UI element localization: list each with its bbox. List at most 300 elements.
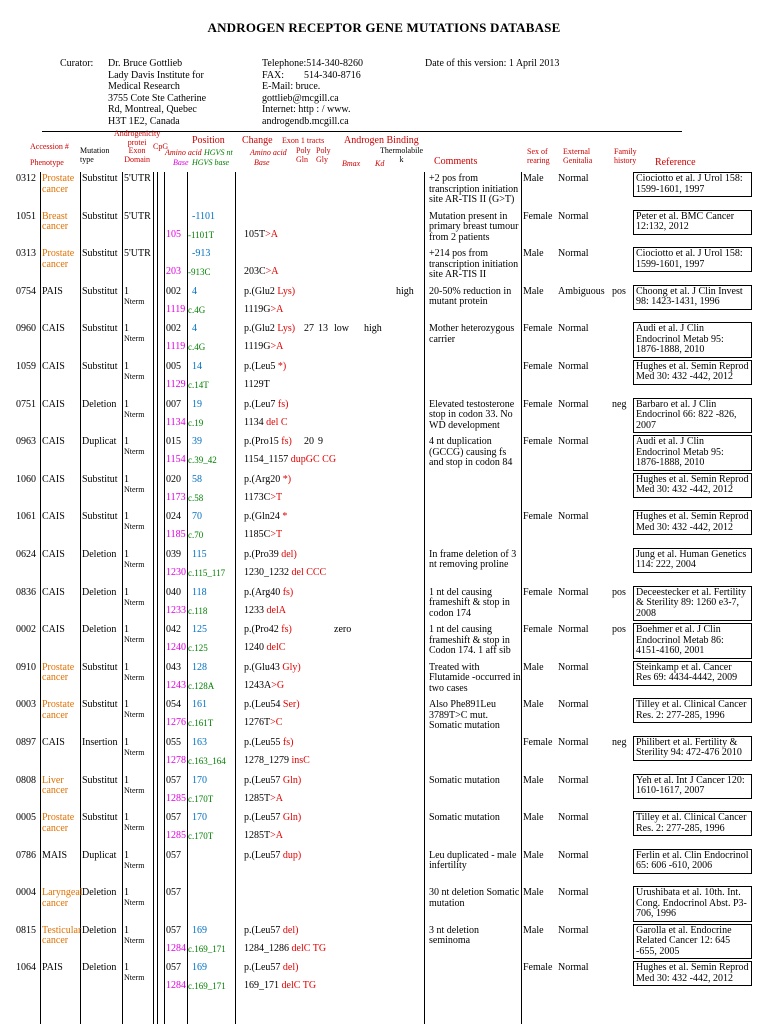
accession-number: 0836 bbox=[16, 586, 36, 598]
hgvs-nt-position: 4 bbox=[192, 323, 197, 335]
table-row bbox=[0, 322, 768, 360]
amino-acid-change bbox=[244, 588, 293, 599]
exon: 5'UTR bbox=[124, 248, 151, 260]
reference: Choong et al. J Clin Invest 98: 1423-1431, 1996 bbox=[633, 285, 752, 310]
mutation-type: Substitut bbox=[82, 662, 118, 673]
amino-acid-change-text: p.(Glu2 bbox=[244, 285, 275, 297]
phenotype: CAIS bbox=[42, 624, 65, 636]
domain: Nterm bbox=[124, 447, 145, 457]
phenotype: Prostate cancer bbox=[42, 699, 75, 721]
thermolabile-k: high bbox=[396, 285, 414, 297]
base-change-result: dupGC CG bbox=[288, 454, 337, 466]
base-change-text: 1276T bbox=[244, 717, 271, 729]
base-change bbox=[244, 568, 326, 579]
external-genitalia: Normal bbox=[558, 736, 589, 748]
accession-number: 0002 bbox=[16, 624, 36, 636]
amino-acid-position: 040 bbox=[166, 586, 181, 598]
table-row bbox=[0, 548, 768, 586]
base-position: 1173 bbox=[166, 491, 186, 503]
base-change-text: 169_171 bbox=[244, 980, 279, 992]
header-androgen-binding: Androgen Binding bbox=[344, 135, 419, 146]
accession-number: 0897 bbox=[16, 736, 36, 748]
domain: Nterm bbox=[124, 935, 145, 945]
amino-acid-change bbox=[244, 663, 301, 674]
reference: Ferlin et al. Clin Endocrinol 65: 606 -610, 2006 bbox=[633, 849, 752, 874]
hgvs-base: c.169_171 bbox=[188, 943, 226, 954]
domain: Nterm bbox=[124, 597, 145, 607]
base-position: 1285 bbox=[166, 830, 186, 842]
amino-acid-change-text: p.(Glu43 bbox=[244, 661, 280, 673]
sex-of-rearing: Female bbox=[523, 210, 553, 222]
amino-acid-change bbox=[244, 512, 287, 523]
external-genitalia: Normal bbox=[558, 360, 589, 372]
base-change bbox=[244, 831, 283, 842]
base-change bbox=[244, 380, 270, 391]
exon: 1 bbox=[124, 436, 129, 448]
family-history: pos bbox=[612, 624, 626, 636]
header-polyg: Poly Gly bbox=[316, 146, 331, 164]
accession-number: 0910 bbox=[16, 661, 36, 673]
sex-of-rearing: Female bbox=[523, 436, 553, 448]
base-position: 1134 bbox=[166, 416, 186, 428]
external-genitalia: Normal bbox=[558, 962, 589, 974]
mutation-type: Substitut bbox=[82, 174, 118, 184]
base-change-result: delA bbox=[264, 604, 286, 616]
base-change-result: delC TG bbox=[289, 942, 327, 954]
table-row bbox=[0, 510, 768, 548]
amino-acid-change-text: p.(Arg20 bbox=[244, 473, 281, 485]
hgvs-base: c.14T bbox=[188, 379, 209, 390]
domain: Nterm bbox=[124, 860, 145, 870]
bmax: zero bbox=[334, 624, 352, 636]
kd: high bbox=[364, 323, 382, 335]
hgvs-nt-position: 70 bbox=[192, 511, 202, 523]
table-row bbox=[0, 736, 768, 774]
amino-acid-change-result: del) bbox=[280, 924, 299, 936]
exon: 1 bbox=[124, 398, 129, 410]
exon: 1 bbox=[124, 511, 129, 523]
exon: 1 bbox=[124, 285, 129, 297]
sex-of-rearing: Female bbox=[523, 323, 553, 335]
info-line: Internet: http : / www. bbox=[262, 104, 351, 115]
amino-acid-change-result: Gln) bbox=[280, 812, 302, 824]
base-change-result: >G bbox=[271, 679, 285, 691]
accession-number: 0754 bbox=[16, 285, 36, 297]
hgvs-nt-position: 14 bbox=[192, 360, 202, 372]
info-line: androgendb.mcgill.ca bbox=[262, 115, 349, 127]
mutation-type: Substitut bbox=[82, 286, 118, 297]
amino-acid-change-text: p.(Leu7 bbox=[244, 398, 276, 410]
family-history: pos bbox=[612, 285, 626, 297]
domain: Nterm bbox=[124, 334, 145, 344]
domain: Nterm bbox=[124, 296, 145, 306]
domain: Nterm bbox=[124, 973, 145, 983]
exon: 1 bbox=[124, 323, 129, 335]
base-change bbox=[244, 342, 283, 353]
base-change bbox=[244, 493, 282, 504]
table-row bbox=[0, 473, 768, 511]
base-change bbox=[244, 530, 282, 541]
amino-acid-change-text: p.(Pro39 bbox=[244, 548, 279, 560]
amino-acid-change bbox=[244, 851, 301, 862]
hgvs-base: c.4G bbox=[188, 304, 206, 315]
comment: 3 nt deletion seminoma bbox=[429, 924, 479, 947]
mutation-type: Duplicat bbox=[82, 850, 117, 861]
mutation-type: Substitut bbox=[82, 512, 118, 523]
amino-acid-change-result: fs) bbox=[280, 736, 294, 748]
base-change-result: delC bbox=[264, 642, 286, 654]
reference: Yeh et al. Int J Cancer 120: 1610-1617, 2007 bbox=[633, 774, 752, 799]
comment: In frame deletion of 3 nt removing proline bbox=[429, 548, 517, 571]
hgvs-nt-position: -1101 bbox=[192, 210, 215, 222]
amino-acid-change-result: dup) bbox=[280, 849, 302, 861]
base-change-text: 203C bbox=[244, 266, 266, 278]
amino-acid-position: 057 bbox=[166, 774, 181, 786]
amino-acid-change-text: p.(Arg40 bbox=[244, 586, 281, 598]
hgvs-nt-position: 128 bbox=[192, 661, 207, 673]
amino-acid-change-text: p.(Gln24 bbox=[244, 511, 280, 523]
mutation-type: Substitut bbox=[82, 474, 118, 485]
amino-acid-change-text: p.(Pro15 bbox=[244, 436, 279, 448]
base-position: 1278 bbox=[166, 754, 186, 766]
header-thermolabile: Thermolabile k bbox=[380, 146, 424, 164]
base-change-text: 1185C bbox=[244, 529, 271, 541]
amino-acid-change-result: *) bbox=[275, 360, 287, 372]
external-genitalia: Normal bbox=[558, 774, 589, 786]
base-change-text: 1119G bbox=[244, 303, 271, 315]
reference: Ciociotto et al. J Urol 158: 1599-1601, 1997 bbox=[633, 247, 752, 272]
mutation-type: Substitut bbox=[82, 700, 118, 711]
external-genitalia: Normal bbox=[558, 661, 589, 673]
base-position: 1154 bbox=[166, 454, 186, 466]
amino-acid-change-text: p.(Glu2 bbox=[244, 323, 275, 335]
phenotype: MAIS bbox=[42, 849, 68, 861]
amino-acid-change-text: p.(Leu57 bbox=[244, 924, 281, 936]
accession-number: 0963 bbox=[16, 436, 36, 448]
comment: 1 nt del causing frameshift & stop in Codon 174. 1 aff sib bbox=[429, 624, 511, 657]
reference: Jung et al. Human Genetics 114: 222, 2004 bbox=[633, 548, 752, 573]
hgvs-base: -1101T bbox=[188, 229, 215, 240]
header-hgvs-base: HGVS base bbox=[192, 158, 230, 167]
hgvs-nt-position: 161 bbox=[192, 699, 207, 711]
accession-number: 0751 bbox=[16, 398, 36, 410]
base-change-text: 1230_1232 bbox=[244, 566, 289, 578]
hgvs-base: c.161T bbox=[188, 718, 214, 729]
exon: 1 bbox=[124, 586, 129, 598]
amino-acid-position: 005 bbox=[166, 360, 181, 372]
exon: 1 bbox=[124, 849, 129, 861]
hgvs-base: c.4G bbox=[188, 342, 206, 353]
base-change-text: 1233 bbox=[244, 604, 264, 616]
external-genitalia: Normal bbox=[558, 436, 589, 448]
amino-acid-position: 002 bbox=[166, 285, 181, 297]
amino-acid-change-result: Ser) bbox=[280, 699, 300, 711]
contact-info bbox=[262, 58, 363, 127]
amino-acid-change bbox=[244, 776, 301, 787]
table-row bbox=[0, 435, 768, 473]
base-change bbox=[244, 455, 336, 466]
info-line: Telephone:514-340-8260 bbox=[262, 58, 363, 69]
mutation-table bbox=[0, 172, 768, 999]
base-position: 1276 bbox=[166, 717, 186, 729]
comment: 30 nt deletion Somatic mutation bbox=[429, 887, 520, 909]
external-genitalia: Ambiguous bbox=[558, 285, 605, 297]
amino-acid-change bbox=[244, 738, 293, 749]
base-change-result: >A bbox=[265, 266, 279, 278]
base-change-text: 1134 bbox=[244, 416, 264, 428]
phenotype: CAIS bbox=[42, 586, 65, 598]
base-change-text: 1154_1157 bbox=[244, 454, 289, 466]
reference: Philibert et al. Fertility & Sterility 94: 472-476 2010 bbox=[633, 736, 752, 761]
base-position: 105 bbox=[166, 228, 181, 240]
reference: Audi et al. J Clin Endocrinol Metab 95: 1876-1888, 2010 bbox=[633, 435, 752, 471]
exon: 1 bbox=[124, 924, 129, 936]
phenotype: CAIS bbox=[42, 736, 65, 748]
info-line: Dr. Bruce Gottlieb bbox=[108, 58, 183, 69]
accession-number: 0005 bbox=[16, 812, 36, 824]
exon: 1 bbox=[124, 548, 129, 560]
bmax: low bbox=[334, 323, 349, 335]
exon: 1 bbox=[124, 661, 129, 673]
poly-gly: 9 bbox=[318, 436, 323, 448]
base-position: 1230 bbox=[166, 566, 186, 578]
base-change-result: >A bbox=[270, 792, 283, 804]
base-change-text: 1285T bbox=[244, 830, 271, 842]
external-genitalia: Normal bbox=[558, 812, 589, 824]
domain: Nterm bbox=[124, 710, 145, 720]
base-change-result: >A bbox=[265, 228, 278, 240]
exon: 1 bbox=[124, 699, 129, 711]
mutation-type: Substitut bbox=[82, 249, 118, 260]
accession-number: 0313 bbox=[16, 248, 36, 260]
base-change-text: 1278_1279 bbox=[244, 754, 289, 766]
phenotype: CAIS bbox=[42, 511, 65, 523]
accession-number: 0624 bbox=[16, 548, 36, 560]
accession-number: 1064 bbox=[16, 962, 36, 974]
amino-acid-change-text: p.(Leu57 bbox=[244, 812, 281, 824]
table-row bbox=[0, 172, 768, 210]
hgvs-nt-position: 4 bbox=[192, 285, 197, 297]
exon: 1 bbox=[124, 962, 129, 974]
hgvs-nt-position: 170 bbox=[192, 774, 207, 786]
hgvs-nt-position: 163 bbox=[192, 736, 207, 748]
base-position: 1119 bbox=[166, 303, 186, 315]
external-genitalia: Normal bbox=[558, 248, 589, 260]
sex-of-rearing: Female bbox=[523, 511, 553, 523]
hgvs-base: c.163_164 bbox=[188, 755, 226, 766]
amino-acid-change bbox=[244, 362, 286, 373]
reference: Deceestecker et al. Fertility & Sterility 89: 1260 e3-7, 2008 bbox=[633, 586, 752, 622]
base-change bbox=[244, 606, 286, 617]
base-change bbox=[244, 981, 316, 992]
header-kd: Kd bbox=[375, 159, 385, 168]
hgvs-base: -913C bbox=[188, 267, 211, 278]
base-change bbox=[244, 944, 326, 955]
base-change-result: >A bbox=[270, 830, 283, 842]
info-line: Lady Davis Institute for bbox=[108, 69, 204, 81]
info-line: FAX: 514-340-8716 bbox=[262, 69, 361, 81]
amino-acid-change-text: p.(Leu57 bbox=[244, 774, 281, 786]
sex-of-rearing: Female bbox=[523, 586, 553, 598]
hgvs-base: c.170T bbox=[188, 793, 214, 804]
base-change-text: 1129T bbox=[244, 378, 270, 390]
base-change bbox=[244, 418, 288, 429]
phenotype: CAIS bbox=[42, 398, 65, 410]
phenotype: PAIS bbox=[42, 962, 63, 974]
amino-acid-change bbox=[244, 963, 298, 974]
phenotype: Prostate cancer bbox=[42, 248, 75, 270]
base-change-result: >T bbox=[270, 491, 283, 503]
table-row bbox=[0, 849, 768, 887]
mutation-type: Deletion bbox=[82, 925, 117, 936]
exon: 5'UTR bbox=[124, 173, 151, 184]
table-row bbox=[0, 247, 768, 285]
domain: Nterm bbox=[124, 898, 145, 908]
domain: Nterm bbox=[124, 785, 145, 795]
sex-of-rearing: Female bbox=[523, 736, 553, 748]
phenotype: Prostate cancer bbox=[42, 661, 75, 684]
accession-number: 0312 bbox=[16, 173, 36, 184]
amino-acid-change-text: p.(Leu57 bbox=[244, 849, 281, 861]
header-exon-domain: Androgenicity protei Exon Domain bbox=[114, 129, 161, 164]
base-change-result: >C bbox=[270, 717, 283, 729]
amino-acid-change bbox=[244, 625, 292, 636]
domain: Nterm bbox=[124, 559, 145, 569]
base-position: 1243 bbox=[166, 679, 186, 691]
hgvs-base: c.115_117 bbox=[188, 567, 226, 578]
domain: Nterm bbox=[124, 371, 145, 381]
header-mutation-type: Mutation type bbox=[80, 146, 110, 164]
amino-acid-change bbox=[244, 700, 300, 711]
domain: Nterm bbox=[124, 484, 145, 494]
external-genitalia: Normal bbox=[558, 924, 589, 936]
amino-acid-change-result: fs) bbox=[278, 436, 292, 448]
comment: Mutation present in primary breast tumour from 2 patients bbox=[429, 210, 519, 243]
hgvs-nt-position: 115 bbox=[192, 548, 207, 560]
accession-number: 0786 bbox=[16, 849, 36, 861]
table-row bbox=[0, 210, 768, 248]
table-row bbox=[0, 924, 768, 962]
accession-number: 0003 bbox=[16, 699, 36, 711]
external-genitalia: Normal bbox=[558, 586, 589, 598]
external-genitalia: Normal bbox=[558, 173, 589, 184]
sex-of-rearing: Male bbox=[523, 774, 544, 786]
comment: Somatic mutation bbox=[429, 812, 500, 824]
hgvs-base: c.58 bbox=[188, 492, 204, 503]
comment: +214 pos from transcription initiation site AR-TIS II bbox=[429, 248, 519, 281]
sex-of-rearing: Male bbox=[523, 285, 544, 297]
hgvs-nt-position: 39 bbox=[192, 436, 202, 448]
amino-acid-change-result: *) bbox=[280, 473, 292, 485]
mutation-type: Substitut bbox=[82, 813, 118, 824]
comment: Mother heterozygous carrier bbox=[429, 323, 515, 345]
base-change-result: del C bbox=[263, 416, 288, 428]
external-genitalia: Normal bbox=[558, 210, 589, 222]
phenotype: CAIS bbox=[42, 548, 65, 560]
amino-acid-change bbox=[244, 926, 298, 937]
mutation-type: Deletion bbox=[82, 963, 117, 974]
sex-of-rearing: Female bbox=[523, 962, 553, 974]
amino-acid-position: 043 bbox=[166, 661, 181, 673]
header-exon1-tracts: Exon 1 tracts bbox=[282, 136, 325, 145]
base-change bbox=[244, 643, 285, 654]
hgvs-nt-position: 125 bbox=[192, 624, 207, 636]
domain: Nterm bbox=[124, 823, 145, 833]
amino-acid-change bbox=[244, 475, 291, 486]
amino-acid-change bbox=[244, 550, 297, 561]
hgvs-base: c.169_171 bbox=[188, 981, 226, 992]
amino-acid-change-result: del) bbox=[278, 548, 297, 560]
family-history: neg bbox=[612, 398, 627, 410]
accession-number: 0808 bbox=[16, 774, 36, 786]
base-change bbox=[244, 756, 310, 767]
amino-acid-change bbox=[244, 813, 301, 824]
amino-acid-position: 055 bbox=[166, 736, 181, 748]
hgvs-base: c.39_42 bbox=[188, 455, 217, 466]
reference: Hughes et al. Semin Reprod Med 30: 432 -442, 2012 bbox=[633, 473, 752, 498]
sex-of-rearing: Male bbox=[523, 661, 544, 673]
amino-acid-change-result: fs) bbox=[280, 586, 294, 598]
amino-acid-change-text: p.(Pro42 bbox=[244, 624, 279, 636]
reference: Tilley et al. Clinical Cancer Res. 2: 277-285, 1996 bbox=[633, 811, 752, 836]
header-comments: Comments bbox=[434, 156, 478, 167]
table-row bbox=[0, 661, 768, 699]
amino-acid-change-result: fs) bbox=[275, 398, 289, 410]
family-history: neg bbox=[612, 736, 627, 748]
header-polyq: Poly Gln bbox=[296, 146, 311, 164]
sex-of-rearing: Male bbox=[523, 924, 544, 936]
base-position: 203 bbox=[166, 266, 181, 278]
phenotype: Breast cancer bbox=[42, 210, 69, 233]
mutation-type: Substitut bbox=[82, 324, 118, 335]
domain: Nterm bbox=[124, 672, 145, 682]
info-line: gottlieb@mcgill.ca bbox=[262, 92, 339, 104]
base-position: 1233 bbox=[166, 604, 186, 616]
hgvs-nt-position: 169 bbox=[192, 962, 207, 974]
mutation-type: Deletion bbox=[82, 399, 117, 410]
sex-of-rearing: Female bbox=[523, 624, 553, 636]
table-row bbox=[0, 360, 768, 398]
amino-acid-change-result: Gly) bbox=[279, 661, 301, 673]
hgvs-nt-position: 170 bbox=[192, 812, 207, 824]
amino-acid-change-result: del) bbox=[280, 962, 299, 974]
header-change-aa: Amino acid bbox=[250, 148, 287, 157]
comment: Treated with Flutamide -occurred in two cases bbox=[429, 661, 521, 694]
info-line: Rd, Montreal, Quebec bbox=[108, 104, 197, 115]
poly-gln: 27 bbox=[304, 323, 314, 335]
base-change-text: 1173C bbox=[244, 491, 271, 503]
amino-acid-change-result: fs) bbox=[278, 624, 292, 636]
table-row bbox=[0, 961, 768, 999]
hgvs-nt-position: 169 bbox=[192, 924, 207, 936]
reference: Tilley et al. Clinical Cancer Res. 2: 277-285, 1996 bbox=[633, 698, 752, 723]
reference: Peter et al. BMC Cancer 12:132, 2012 bbox=[633, 210, 752, 235]
amino-acid-position: 057 bbox=[166, 962, 181, 974]
exon: 1 bbox=[124, 473, 129, 485]
base-change-text: 1240 bbox=[244, 642, 264, 654]
base-position: 1284 bbox=[166, 942, 186, 954]
comment: 4 nt duplication (GCCG) causing fs and stop in codon 84 bbox=[429, 436, 513, 469]
header-accession: Accession # bbox=[30, 142, 69, 151]
amino-acid-change-result: Gln) bbox=[280, 774, 302, 786]
reference: Barbaro et al. J Clin Endocrinol 66: 822 -826, 2007 bbox=[633, 398, 752, 434]
page-title: ANDROGEN RECEPTOR GENE MUTATIONS DATABASE bbox=[207, 20, 561, 35]
header-cpg: CpG bbox=[153, 142, 169, 151]
phenotype: CAIS bbox=[42, 323, 65, 335]
phenotype: Laryngeal cancer bbox=[42, 887, 83, 909]
hgvs-base: c.70 bbox=[188, 530, 204, 541]
base-change-text: 1243A bbox=[244, 679, 272, 691]
